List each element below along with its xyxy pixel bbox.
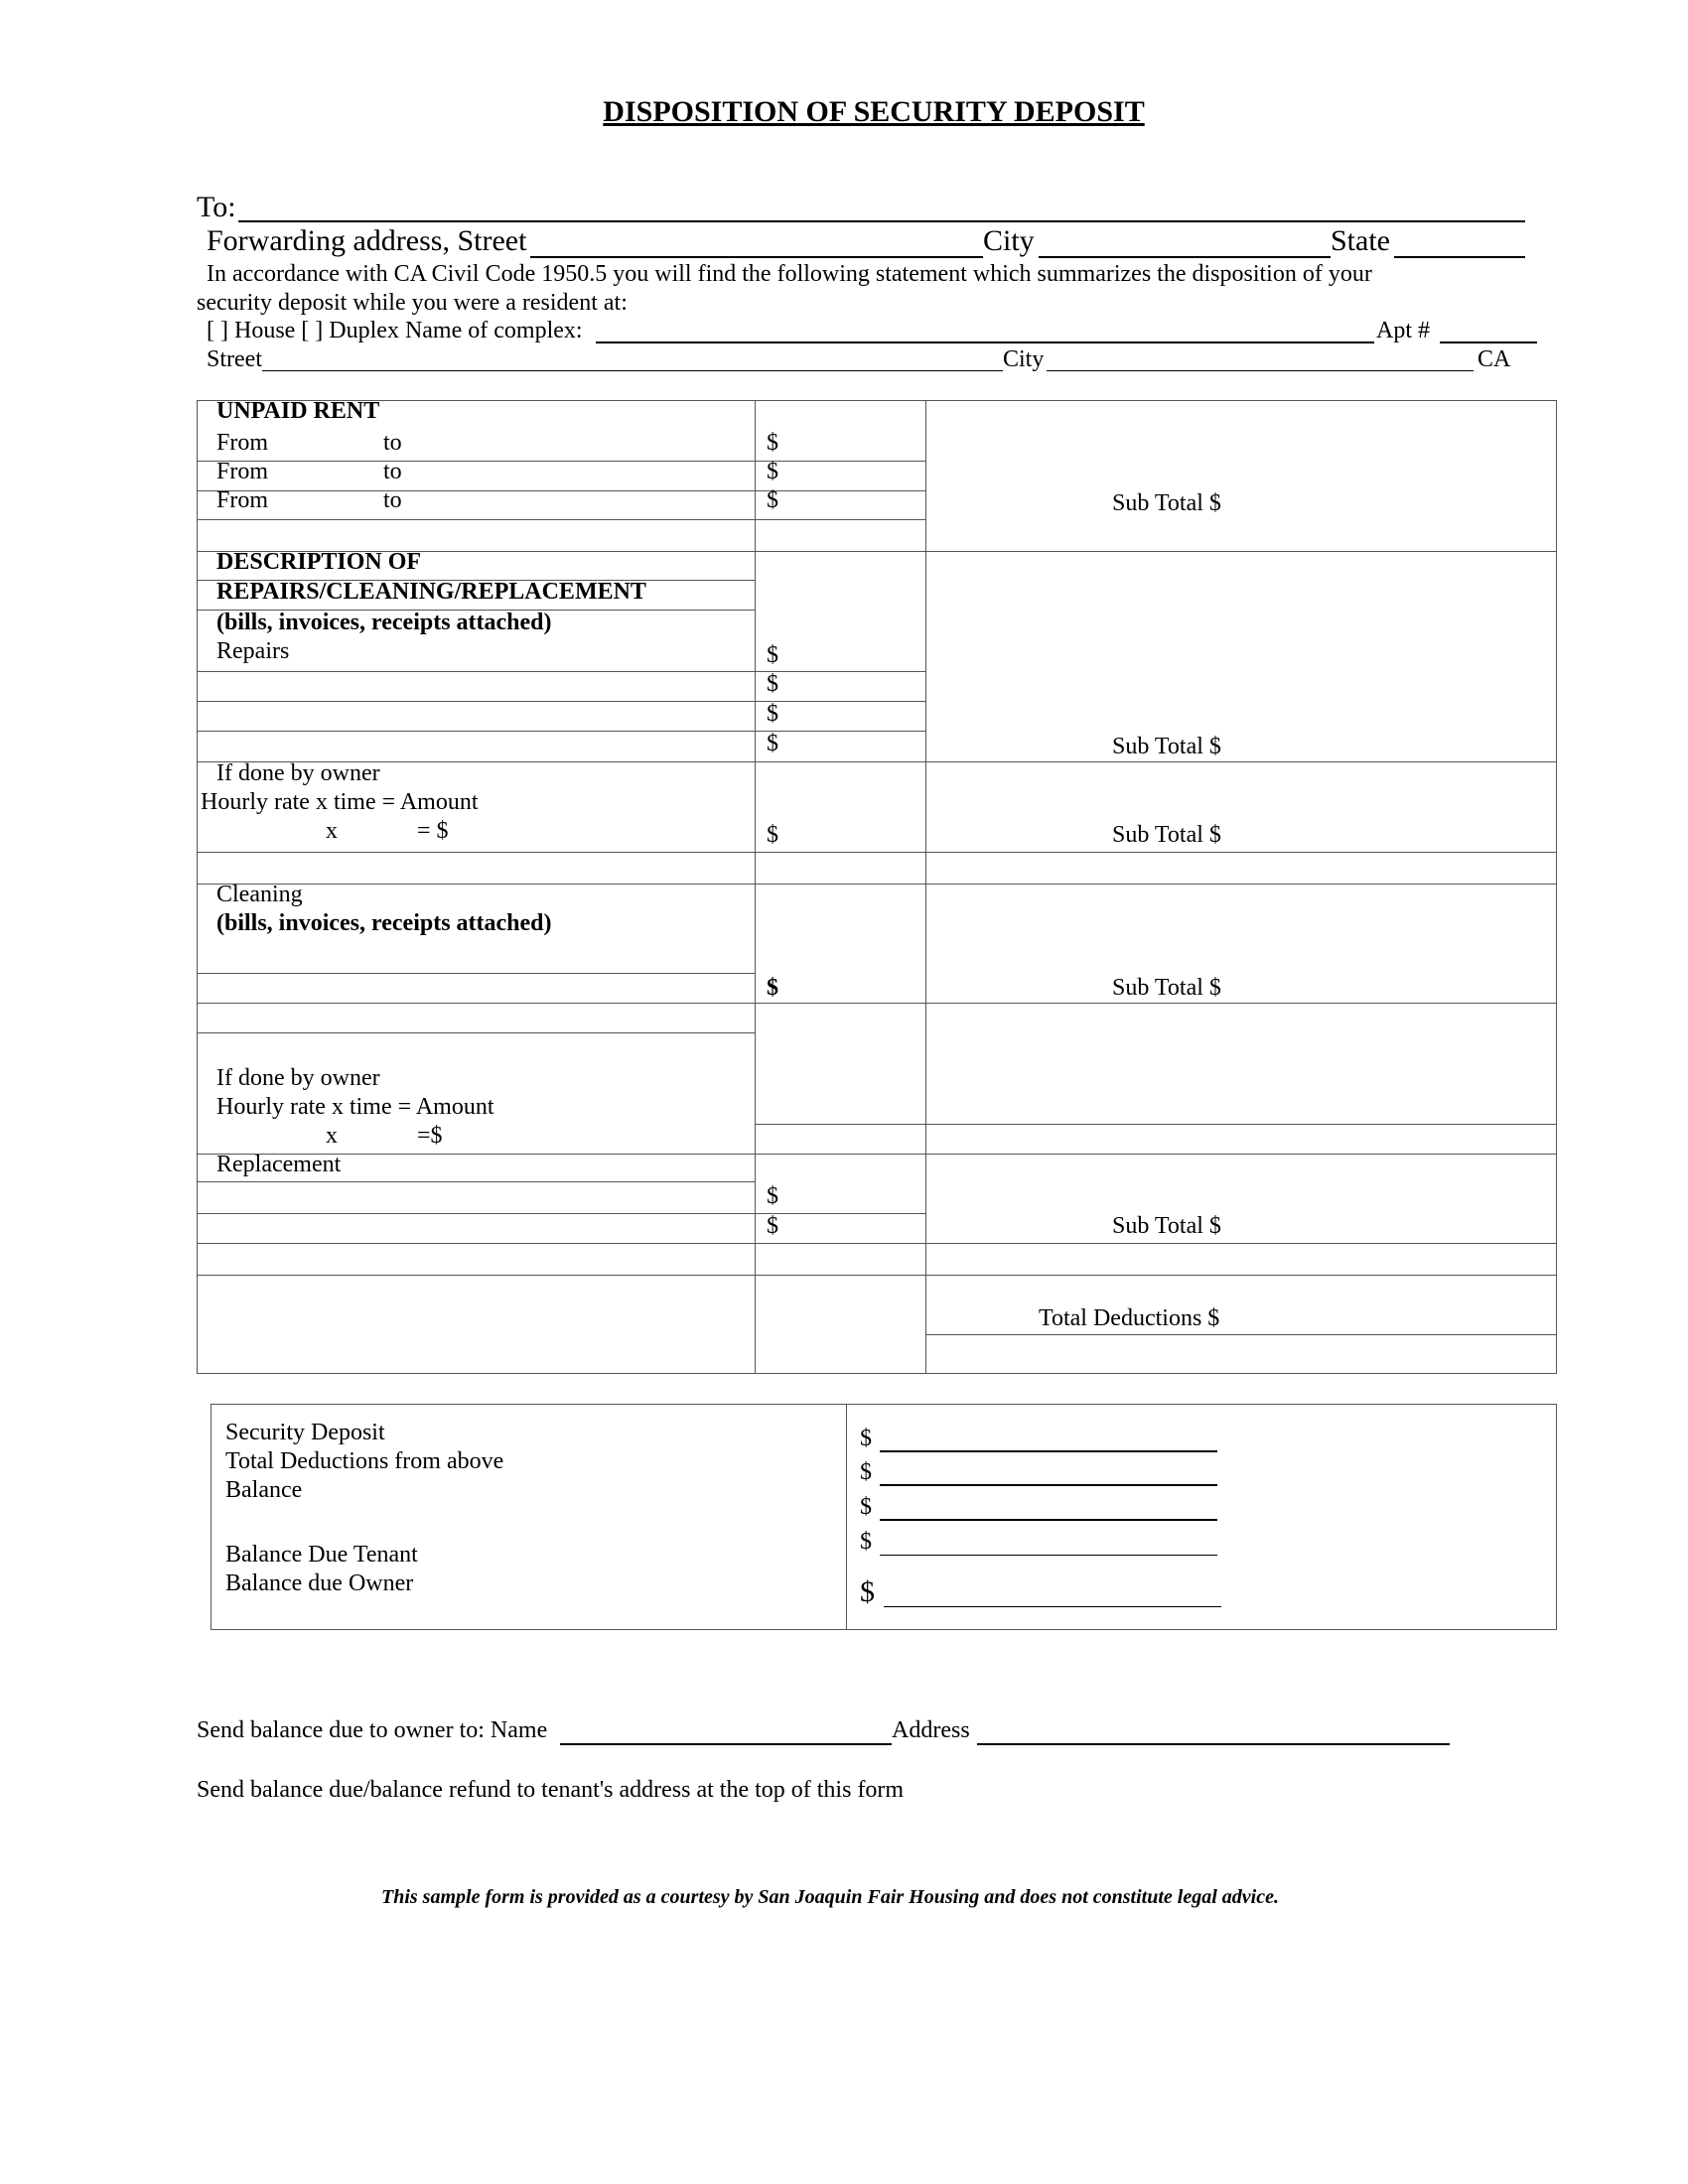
repairs-label: Repairs bbox=[216, 638, 290, 664]
forwarding-city-field[interactable] bbox=[1039, 256, 1331, 258]
intro-text-line2: security deposit while you were a resident at: bbox=[197, 290, 628, 316]
rent-sub-total: Sub Total $ bbox=[1112, 490, 1221, 516]
repairs-dollar: $ bbox=[767, 701, 778, 727]
security-deposit-label: Security Deposit bbox=[225, 1420, 385, 1445]
rent-from-label: From bbox=[216, 430, 269, 456]
send-tenant-note: Send balance due/balance refund to tenant's address at the top of this form bbox=[197, 1777, 905, 1803]
replacement-sub-total: Sub Total $ bbox=[1112, 1213, 1221, 1239]
deductions-table-border bbox=[197, 400, 1557, 1374]
to-label: To: bbox=[197, 191, 236, 223]
forwarding-state-field[interactable] bbox=[1394, 256, 1525, 258]
repairs-owner-line1: If done by owner bbox=[216, 760, 380, 786]
replacement-dollar: $ bbox=[767, 1183, 778, 1209]
complex-name-field[interactable] bbox=[596, 341, 1374, 343]
cleaning-owner-eq: =$ bbox=[417, 1123, 443, 1149]
repairs-owner-line2: Hourly rate x time = Amount bbox=[201, 789, 479, 815]
total-deductions-field[interactable] bbox=[880, 1484, 1217, 1486]
cleaning-sub-total: Sub Total $ bbox=[1112, 975, 1221, 1001]
security-deposit-field[interactable] bbox=[880, 1450, 1217, 1452]
cleaning-owner-x: x bbox=[326, 1123, 338, 1149]
rent-dollar: $ bbox=[767, 430, 778, 456]
total-deductions-from-above-label: Total Deductions from above bbox=[225, 1448, 504, 1474]
repairs-bills-note: (bills, invoices, receipts attached) bbox=[216, 610, 552, 635]
cleaning-label: Cleaning bbox=[216, 882, 303, 907]
forwarding-state-label: State bbox=[1331, 224, 1390, 257]
house-duplex-complex-label: [ ] House [ ] Duplex Name of complex: bbox=[207, 318, 583, 343]
repairs-dollar: $ bbox=[767, 642, 778, 668]
cleaning-dollar: $ bbox=[767, 975, 778, 1001]
balance-field[interactable] bbox=[880, 1519, 1217, 1521]
balance-due-owner-label: Balance due Owner bbox=[225, 1570, 414, 1596]
repairs-owner-eq: = $ bbox=[417, 818, 449, 844]
repairs-dollar: $ bbox=[767, 671, 778, 697]
city-field[interactable] bbox=[1047, 370, 1474, 371]
repairs-sub-total: Sub Total $ bbox=[1112, 734, 1221, 759]
send-owner-name-label: Send balance due to owner to: Name bbox=[197, 1717, 548, 1743]
total-deductions-label: Total Deductions $ bbox=[1039, 1305, 1220, 1331]
owner-name-field[interactable] bbox=[560, 1743, 892, 1745]
forwarding-street-label: Forwarding address, Street bbox=[207, 224, 527, 257]
forwarding-street-field[interactable] bbox=[530, 256, 983, 258]
cleaning-bills-note: (bills, invoices, receipts attached) bbox=[216, 910, 552, 936]
balance-label: Balance bbox=[225, 1477, 303, 1503]
repairs-owner-x: x bbox=[326, 818, 338, 844]
balance-due-owner-dollar: $ bbox=[860, 1575, 875, 1608]
street-field[interactable] bbox=[262, 370, 1003, 371]
forwarding-city-label: City bbox=[983, 224, 1035, 257]
to-field[interactable] bbox=[238, 220, 1525, 222]
total-deductions-dollar: $ bbox=[860, 1459, 872, 1485]
rent-dollar: $ bbox=[767, 459, 778, 484]
repairs-owner-sub-total: Sub Total $ bbox=[1112, 822, 1221, 848]
replacement-dollar: $ bbox=[767, 1213, 778, 1239]
replacement-label: Replacement bbox=[216, 1152, 342, 1177]
repairs-dollar: $ bbox=[767, 731, 778, 756]
balance-dollar: $ bbox=[860, 1494, 872, 1520]
balance-due-tenant-label: Balance Due Tenant bbox=[225, 1542, 418, 1568]
rent-to-label: to bbox=[383, 430, 402, 456]
disclaimer: This sample form is provided as a courtesy by San Joaquin Fair Housing and does not constitute legal advice. bbox=[381, 1886, 1279, 1908]
rent-from-label: From bbox=[216, 487, 269, 513]
rent-dollar: $ bbox=[767, 487, 778, 513]
rent-to-label: to bbox=[383, 459, 402, 484]
owner-address-label: Address bbox=[892, 1717, 970, 1743]
balance-due-owner-field[interactable] bbox=[884, 1606, 1221, 1607]
description-heading-line1: DESCRIPTION OF bbox=[216, 549, 422, 575]
cleaning-owner-line1: If done by owner bbox=[216, 1065, 380, 1091]
apt-field[interactable] bbox=[1440, 341, 1537, 343]
description-heading-line2: REPAIRS/CLEANING/REPLACEMENT bbox=[216, 579, 646, 605]
repairs-owner-dollar: $ bbox=[767, 822, 778, 848]
rent-from-label: From bbox=[216, 459, 269, 484]
rent-to-label: to bbox=[383, 487, 402, 513]
city-label: City bbox=[1003, 346, 1045, 372]
cleaning-owner-line2: Hourly rate x time = Amount bbox=[216, 1094, 494, 1120]
balance-due-tenant-dollar: $ bbox=[860, 1529, 872, 1555]
street-label: Street bbox=[207, 346, 262, 372]
balance-due-tenant-field[interactable] bbox=[880, 1555, 1217, 1556]
security-deposit-dollar: $ bbox=[860, 1426, 872, 1451]
owner-address-field[interactable] bbox=[977, 1743, 1450, 1745]
ca-label: CA bbox=[1477, 346, 1511, 372]
page-title: DISPOSITION OF SECURITY DEPOSIT bbox=[603, 95, 1145, 128]
apt-label: Apt # bbox=[1376, 318, 1430, 343]
intro-text-line1: In accordance with CA Civil Code 1950.5 you will find the following statement which summarizes the disposition of your bbox=[207, 261, 1372, 287]
unpaid-rent-heading: UNPAID RENT bbox=[216, 398, 380, 424]
